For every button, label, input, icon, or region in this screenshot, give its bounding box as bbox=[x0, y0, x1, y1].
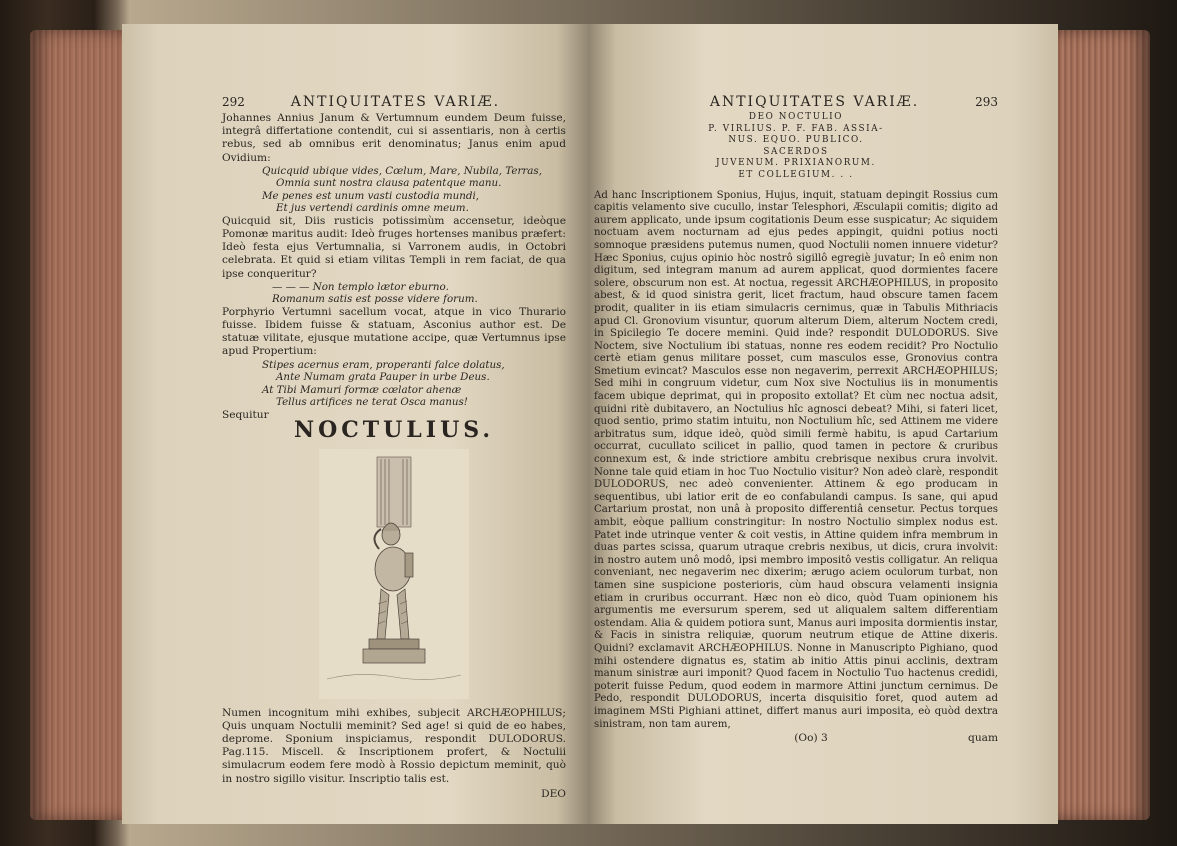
noctulius-statue-illustration bbox=[319, 449, 469, 699]
right-page-edges bbox=[1055, 30, 1150, 820]
inscription-block bbox=[594, 112, 998, 182]
propertius-verse-2 bbox=[262, 359, 566, 409]
left-para-1: Johannes Annius Janum & Vertumnum eundem Deum fuisse, integrâ differtatione contendit, cui si assentiaris, non à certis rebus, sed ab omnibus erit denominatus; Janus enim apud Ovidium: bbox=[222, 112, 566, 164]
inscription-line: P. VIRLIUS. P. F. FAB. ASSIA- bbox=[708, 123, 884, 134]
right-footer bbox=[594, 732, 998, 744]
section-title: NOCTULIUS. bbox=[293, 416, 495, 443]
verse-line: Romanum satis est posse videre forum. bbox=[272, 293, 478, 306]
inscription-line: NUS. EQUO. PUBLICO. bbox=[728, 135, 864, 146]
verse-line: Stipes acernus eram, properanti falce dolatus, bbox=[262, 358, 505, 371]
left-page-edges bbox=[30, 30, 125, 820]
left-running-title: ANTIQUITATES VARIÆ. bbox=[290, 94, 501, 110]
right-catchword: quam bbox=[968, 732, 998, 745]
verse-line: Me penes est unum vasti custodia mundi, bbox=[262, 189, 480, 202]
inscription-line: ET COLLEGIUM. . . bbox=[738, 169, 854, 180]
verse-line: Ante Numam grata Pauper in urbe Deus. bbox=[276, 371, 490, 384]
left-page-number: 292 bbox=[222, 95, 245, 109]
inscription-line: SACERDOS bbox=[763, 146, 829, 157]
left-catchword: DEO bbox=[541, 787, 566, 800]
right-running-title: ANTIQUITATES VARIÆ. bbox=[709, 94, 920, 110]
propertius-verse-1 bbox=[272, 281, 566, 306]
verse-line: Omnia sunt nostra clausa patentque manu. bbox=[276, 177, 502, 190]
sequitur: Sequitur bbox=[222, 408, 269, 421]
ovid-verse bbox=[262, 165, 566, 215]
left-running-head bbox=[222, 94, 566, 110]
left-para-3: Porphyrio Vertumni sacellum vocat, atque in vico Thurario fuisse. Ibidem fuisse & statuam, Asconius author est. De statuæ vilitate, ejusque mutatione accipe, quæ Vertumnus ipse apud Propertium: bbox=[222, 305, 566, 358]
left-para-2: Quicquid sit, Diis rusticis potissimùm accensetur, ideòque Pomonæ maritus audit: Ideò fruges hortenses manibus præfert: Ideò festa ejus Vertumnalia, si Varronem audis, in Octobri celebrata. Et quid si etiam vilitas Templi in rem faciat, de qua ipse conqueritur? bbox=[222, 214, 566, 280]
signature-mark: (Oo) 3 bbox=[794, 732, 828, 745]
noctulius-engraving bbox=[319, 449, 469, 699]
left-para-4: Numen incognitum mihi exhibes, subjecit ARCHÆOPHILUS; Quis unquam Noctulii meminit? Sed age! si quid de eo habes, deprome. Sponium inspiciamus, respondit DULODORUS. Pag.115. Miscell. & Inscriptionem profert, & Noctulii simulacrum eodem fere modò à Rossio depictum meminit, quò in nostro sigillo visitur. Inscriptio talis est. bbox=[222, 706, 566, 785]
verse-line: Tellus artifices ne terat Osca manus! bbox=[276, 396, 468, 409]
verse-line: Et jus vertendi cardinis omne meum. bbox=[276, 202, 469, 215]
right-body-text: Ad hanc Inscriptionem Sponius, Hujus, inquit, statuam depingit Rossius cum capitis velamento sive cucullo, instar Telesphori, Æsculapii comitis; digito ad aurem applicato, unde ipsum cogitationis Deum esse suspicatur; Ac siquidem noctuam avem nocturnam ad ejus pedes appingit, quidni potius nocti somnoque præsidens putemus numen, quod Noctulii nomen innuere videtur? Hæc Sponius, cujus opinio hòc nostrô sigillô egregiè juvatur; In eô enim non digitum, sed integram manum ad aurem applicat, quod dormientes facere solere, obscurum non est. At noctua, regessit ARCHÆOPHILUS, in proposito abest, & id quod sinistra gerit, licet fractum, haud obscure tamen facem prodit, qualiter in iis etiam simulacris cernimus, quæ in Tabulis Mithriacis apud Cl. Gronovium visuntur, quorum alterum Diem, alterum Noctem credi, in Spicilegio Te docere memini. Quid inde? respondit DULODORUS. Sive Noctem, sive Noctulium ibi statuas, nonne res eodem recidit? Pro Noctulio certè etiam genus militare posset, cum masculos esse, Gronovius contra Smetium evincat? Masculos esse non negaverim, perrexit ARCHÆOPHILUS; Sed mihi in congruum videtur, cum Nox sive Noctulius iis in monumentis facem ubique deprimat, qui in proposito extollat? Et cùm nec noctua adsit, quidni ritè dubitavero, an Noctulius hîc agnosci debeat? Mihi, si fateri licet, quod sentio, primo statim intuitu, non Noctulium hîc, sed Attinem me videre arbitratus sum, idque ideò, quòd simili fermè habitu, is apud Cartarium occurrat, cucullato scilicet in pallio, quod tamen in pectore & cruribus connexum est, & inde strictiore ambitu crebrisque nexibus crura involvit. Nonne tale quid etiam in hoc Tuo Noctulio visitur? Non adeò clarè, respondit DULODORUS, nec adeò convenienter. Attinem & ego producam in sequentibus, ubi latior erit de eo confabulandi campus. Is sane, qui apud Cartarium prostat, non unâ à proposito differentiâ censetur. Pectus torques ambit, eòque pallium constringitur: In nostro Noctulio simplex nodus est. Patet inde utrinque venter & coit vestis, in Attine quidem infra membrum in duas partes scissa, quarum utraque crebris nexibus, ut dicis, crura involvit: in nostro autem unô modô, ipsi membro impositô vestis colligatur. An reliqua conveniant, nec negaverim nec dixerim; ærugo aciem oculorum turbat, non tamen sine suspicione posterioris, cùm haud obscura velamenti insignia etiam in cruribus occurrant. Hæc non eò dico, quòd Tuam opinionem his argumentis me eversurum sperem, sed ut aliqualem saltem differentiam ostendam. Alia & quidem potiora sunt, Manus auri imposita dormientis instar, & Facis in sinistra reliquiæ, quorum neutrum etique de Attine dixeris. Quidni? exclamavit ARCHÆOPHILUS. Nonne in Manuscripto Pighiano, quod mihi ostendere dignatus es, statim ab initio Attis pinui acclinis, dextram manum sinistræ auri imponit? Quod facem in Noctulio Tuo hactenus credidi, poterit fuisse Pedum, quod eodem in marmore Attini junctum cernimus. De Pedo, respondit DULODORUS, incerta disquisitio foret, quod autem ad imaginem MSti Pighiani attinet, differt manus auri imposita, eò quòd dextra sinistram, non tam aurem, bbox=[594, 189, 998, 730]
verse-line: — — — Non templo lætor eburno. bbox=[272, 280, 449, 293]
inscription-line: DEO NOCTULIO bbox=[748, 112, 844, 122]
verse-line: Quicquid ubique vides, Cœlum, Mare, Nubila, Terras, bbox=[262, 164, 542, 177]
right-page bbox=[588, 24, 1058, 824]
inscription-line: JUVENUM. PRIXIANORUM. bbox=[716, 158, 876, 169]
verse-line: At Tibi Mamuri formæ cœlator ahenæ bbox=[262, 383, 462, 396]
left-page bbox=[122, 24, 590, 824]
right-page-number: 293 bbox=[975, 95, 998, 109]
right-running-head bbox=[594, 94, 998, 110]
